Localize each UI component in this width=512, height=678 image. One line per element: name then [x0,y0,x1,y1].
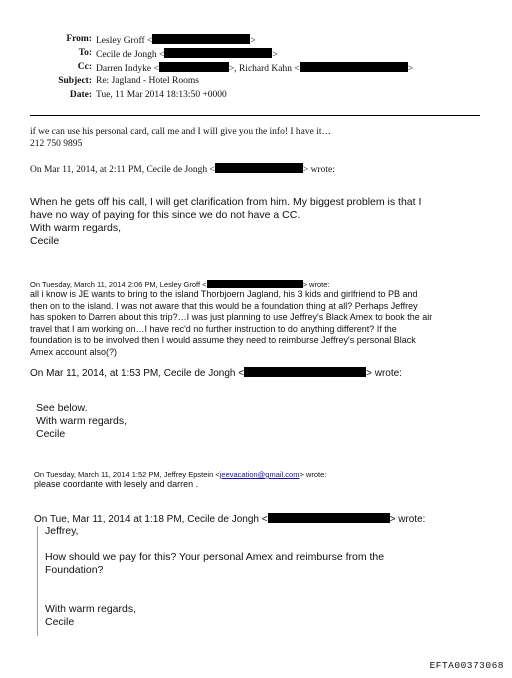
to-value: Cecile de Jongh < > [96,50,278,60]
quote-attribution: On Mar 11, 2014, at 2:11 PM, Cecile de Jongh < > wrote: [30,165,335,175]
quote-bar [37,526,38,636]
to-label: To: [78,48,92,58]
redaction-bar [159,62,229,72]
quote-body: Jeffrey, How should we pay for this? Your personal Amex and reimburse from the Foundation? With warm regards, Cecile [45,525,385,628]
from-value: Lesley Groff < > [96,36,256,46]
redaction-bar [268,513,390,523]
message-body: if we can use his personal card, call me and I will give you the info! I have it… 212 750 9895 [30,127,331,149]
quote-body: all i know is JE wants to bring to the island Thorbjoern Jagland, his 3 kids and girlfriend to PB and then on to the island. I was not aware that this would be a foundation thing at all? Perhaps Jeffrey has spoken to Darren about this trip?…I was just planning to use Jeffrey's Black Amex to book the air travel that I am working on…I have rec'd no further instruction to do anything different? If the foundation is to be involved then I would assume they need to reimburse Jeffrey's personal Black Amex account also(?) [30,289,433,357]
subject-value: Re: Jagland - Hotel Rooms [96,76,199,86]
quote-body: See below. With warm regards, Cecile [36,402,128,440]
quote-body: please coordante with lesely and darren . [34,479,199,489]
redaction-bar [244,367,366,377]
header-divider [30,115,480,116]
quote-attribution: On Tuesday, March 11, 2014 1:52 PM, Jeffrey Epstein <jeevacation@gmail.com> wrote: [34,470,327,479]
redaction-bar [300,62,408,72]
quote-attribution: On Tue, Mar 11, 2014 at 1:18 PM, Cecile de Jongh < > wrote: [34,514,426,525]
from-label: From: [66,34,92,44]
redaction-bar [164,48,272,58]
redaction-bar [152,34,250,44]
cc-value: Darren Indyke < >, Richard Kahn < > [96,64,414,74]
quote-attribution: On Tuesday, March 11, 2014 2:06 PM, Lesley Groff < > wrote: [30,280,330,289]
subject-label: Subject: [58,76,92,86]
email-link[interactable]: jeevacation@gmail.com [219,470,300,479]
date-label: Date: [69,90,92,100]
cc-label: Cc: [77,62,92,72]
quote-body: When he gets off his call, I will get clarification from him. My biggest problem is that I have no way of paying for this since we do not have a CC. With warm regards, Cecile [30,196,422,247]
quote-attribution: On Mar 11, 2014, at 1:53 PM, Cecile de Jongh < > wrote: [30,368,402,379]
redaction-bar [207,280,303,288]
bates-number: EFTA00373068 [429,660,504,671]
redaction-bar [215,163,303,173]
date-value: Tue, 11 Mar 2014 18:13:50 +0000 [96,90,227,100]
